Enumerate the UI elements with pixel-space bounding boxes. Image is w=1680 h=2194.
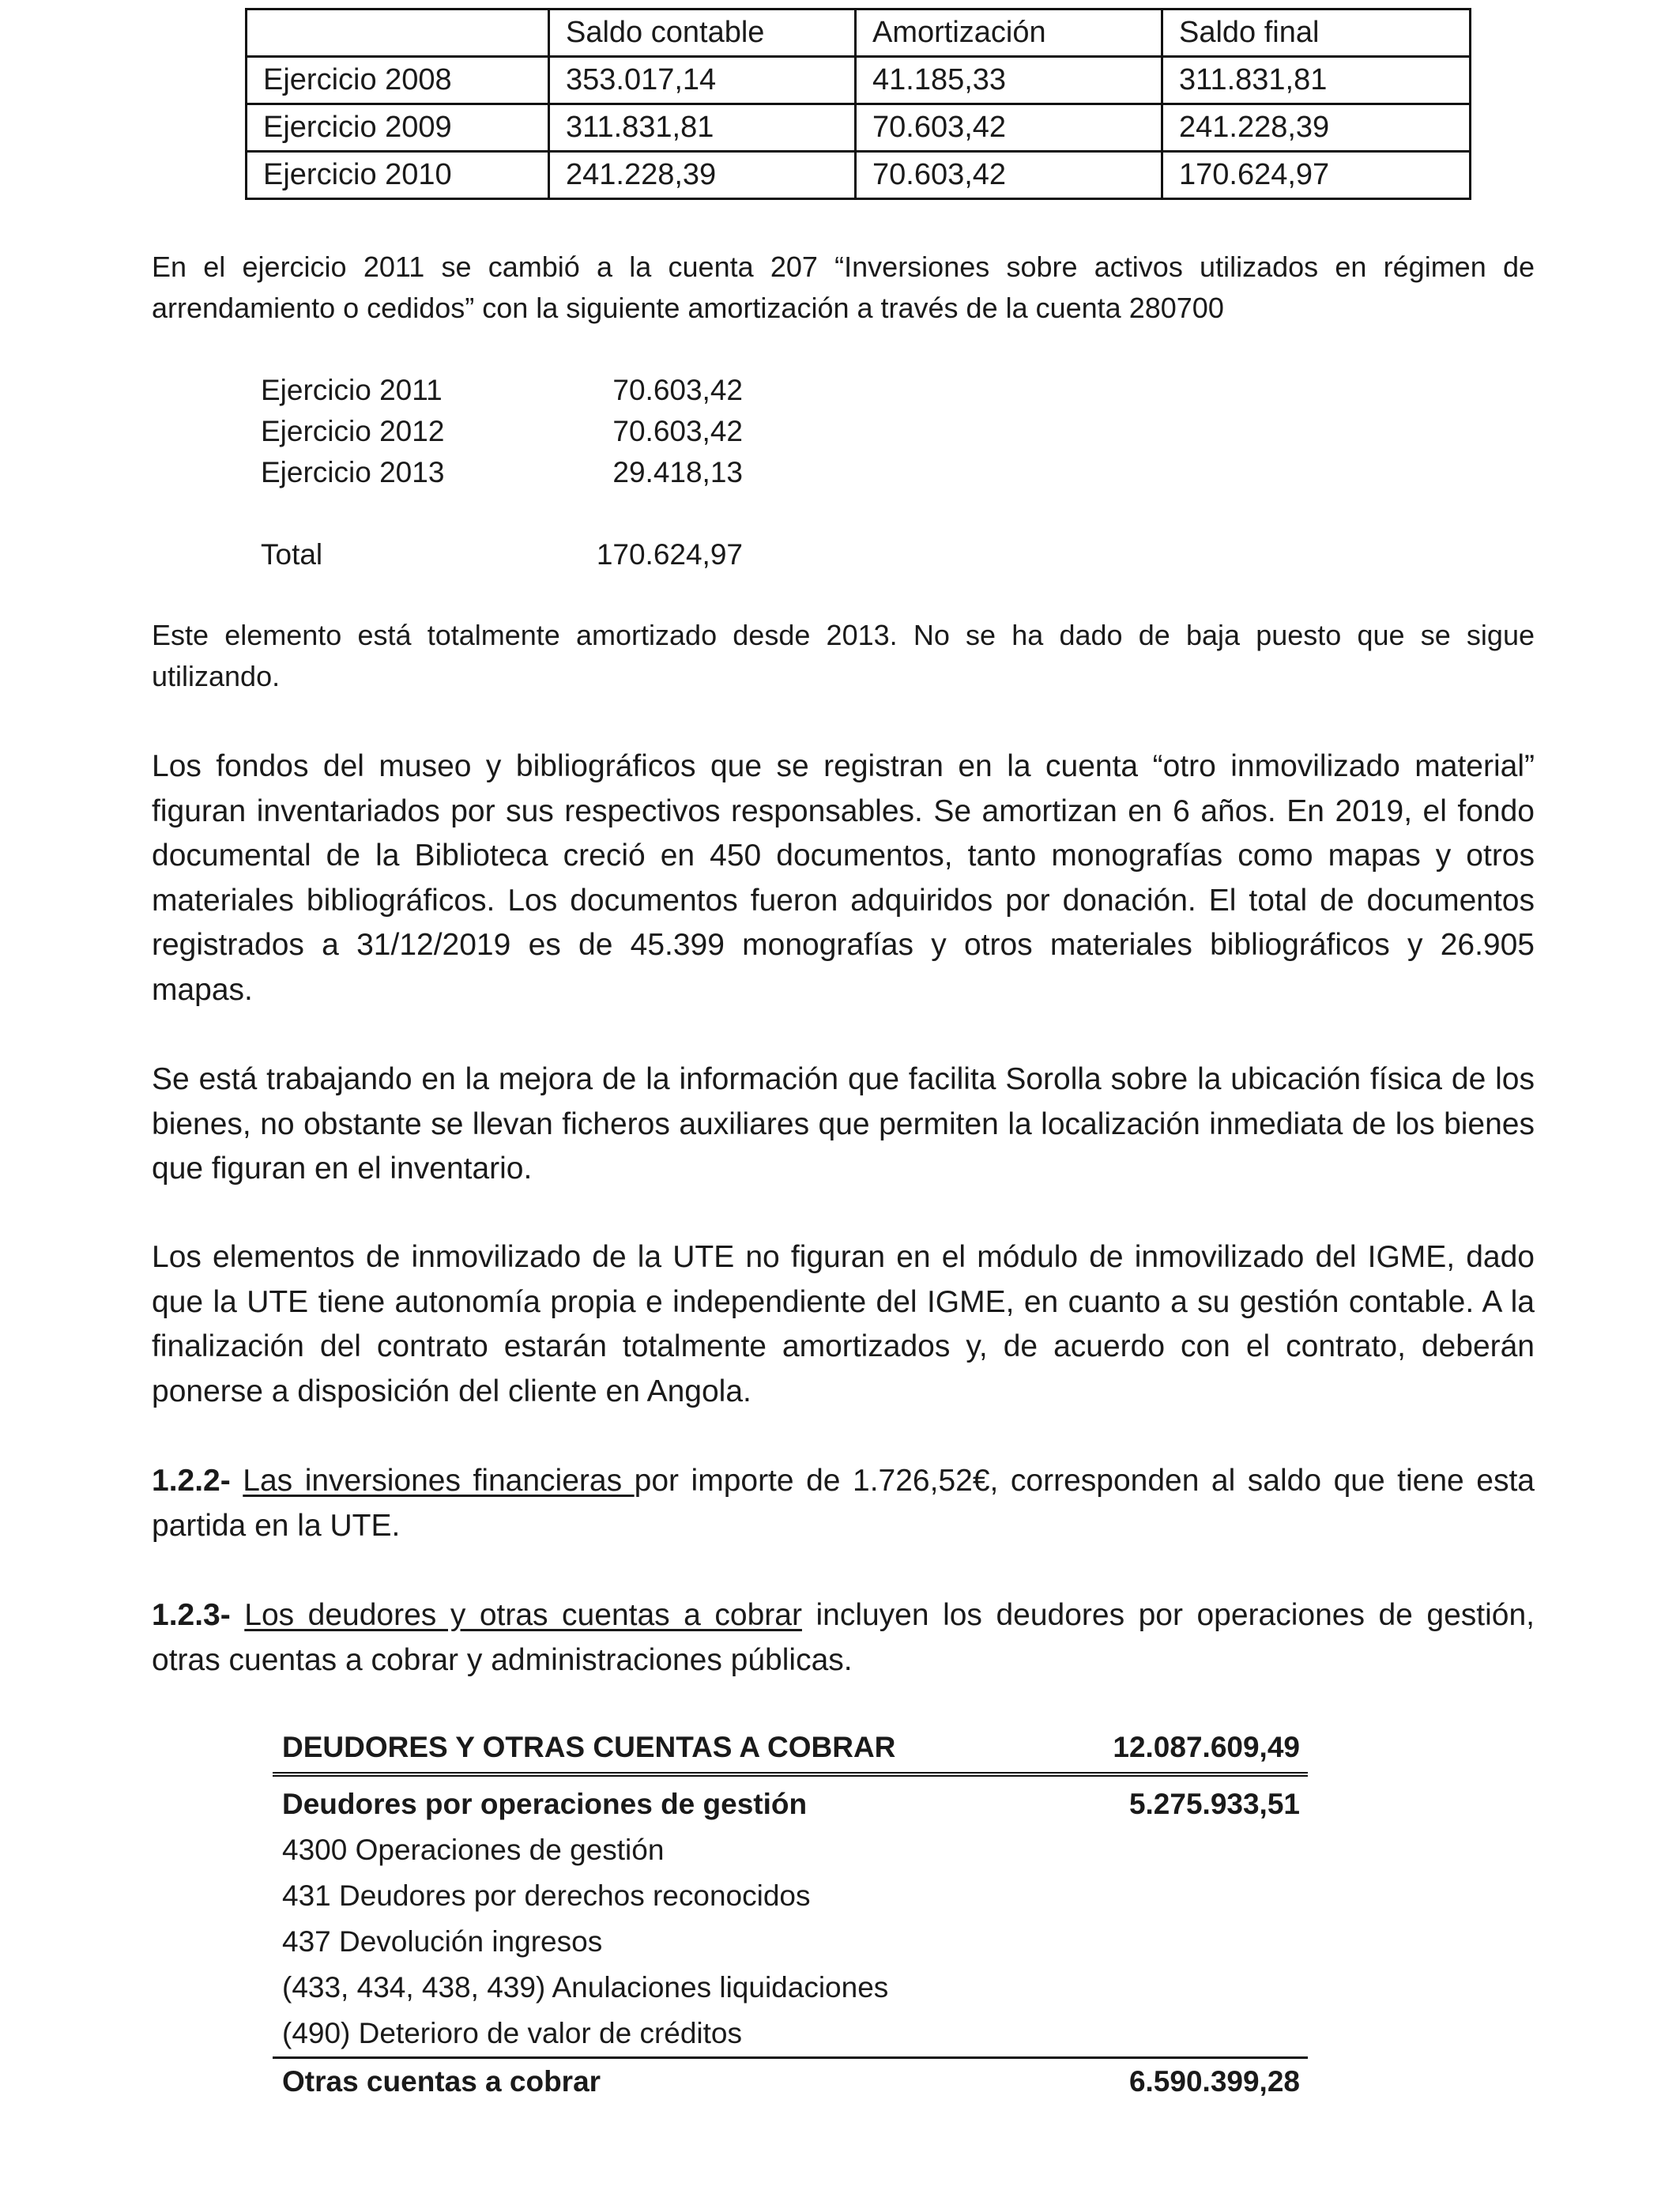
summary-item: 431 Deudores por derechos reconocidos: [282, 1879, 811, 1912]
section-1-2-3: [152, 1593, 1535, 1683]
table-cell: 170.624,97: [1162, 152, 1471, 199]
section-title: Las inversiones financieras: [243, 1464, 635, 1498]
paragraph-sorolla: Se está trabajando en la mejora de la información que facilita Sorolla sobre la ubicación física de los bienes, no obstante se llevan ficheros auxiliares que permiten la localización inmediata de los bienes que figuran en el inventario.: [152, 1062, 1535, 1186]
summary-item: 4300 Operaciones de gestión: [282, 1834, 665, 1866]
debtors-summary: [273, 1725, 1308, 2105]
list-item-label: Ejercicio 2013: [261, 456, 445, 488]
table-cell: Ejercicio 2008: [247, 57, 549, 104]
list-item-label: Ejercicio 2012: [261, 415, 445, 447]
list-item: [261, 370, 743, 411]
summary-otras-amount: 6.590.399,28: [1128, 2065, 1300, 2098]
list-item-label: Ejercicio 2011: [261, 374, 443, 406]
list-total-value: 170.624,97: [596, 538, 743, 571]
list-item: [261, 411, 743, 452]
table-header-cell: Amortización: [856, 9, 1162, 57]
summary-item: (433, 434, 438, 439) Anulaciones liquidaciones: [282, 1971, 889, 2004]
summary-header-label: DEUDORES Y OTRAS CUENTAS A COBRAR: [282, 1731, 896, 1763]
table-cell: 241.228,39: [549, 152, 856, 199]
summary-gestion-label: Deudores por operaciones de gestión: [282, 1788, 808, 1820]
table-header-row: [247, 9, 1471, 57]
section-number: 1.2.3-: [152, 1598, 231, 1632]
list-total: [261, 534, 743, 575]
section-title: Los deudores y otras cuentas a cobrar: [244, 1598, 802, 1632]
table-cell: 311.831,81: [549, 104, 856, 152]
table-header-cell: [247, 9, 549, 57]
list-item-value: 29.418,13: [612, 456, 743, 488]
summary-gestion-amount: 5.275.933,51: [1128, 1788, 1300, 1820]
table-cell: 311.831,81: [1162, 57, 1471, 104]
table-cell: Ejercicio 2010: [247, 152, 549, 199]
amortization-list: [261, 370, 743, 575]
table-row: [247, 152, 1471, 199]
summary-item: 437 Devolución ingresos: [282, 1925, 603, 1958]
summary-gestion: [273, 1781, 1308, 1827]
table-row: [247, 57, 1471, 104]
table-header-cell: Saldo final: [1162, 9, 1471, 57]
table-row: [247, 104, 1471, 152]
table-cell: 241.228,39: [1162, 104, 1471, 152]
table-cell: 70.603,42: [856, 104, 1162, 152]
summary-otras-label: Otras cuentas a cobrar: [282, 2065, 601, 2098]
amortization-table: [245, 8, 1471, 200]
summary-header-amount: 12.087.609,49: [1113, 1731, 1300, 1763]
paragraph-account-change: En el ejercicio 2011 se cambió a la cuenta 207 “Inversiones sobre activos utilizados en régimen de arrendamiento o cedidos” con la siguiente amortización a través de la cuenta 280700: [152, 251, 1535, 324]
summary-otras: [273, 2059, 1308, 2105]
section-text: incluyen los deudores por operaciones de gestión, otras cuentas a cobrar y administraciones públicas.: [152, 1598, 1535, 1677]
section-number: 1.2.2-: [152, 1464, 231, 1498]
list-total-label: Total: [261, 538, 323, 571]
paragraph-ute: Los elementos de inmovilizado de la UTE no figuran en el módulo de inmovilizado del IGME, dado que la UTE tiene autonomía propia e independiente del IGME, en cuanto a su gestión contable. A la finalización del contrato estarán totalmente amortizados y, de acuerdo con el contrato, deberán ponerse a disposición del cliente en Angola.: [152, 1240, 1535, 1408]
table-header-cell: Saldo contable: [549, 9, 856, 57]
table-cell: 353.017,14: [549, 57, 856, 104]
summary-header: [273, 1725, 1308, 1777]
summary-item: (490) Deterioro de valor de créditos: [273, 2011, 1308, 2059]
list-item-value: 70.603,42: [612, 374, 743, 406]
list-item-value: 70.603,42: [612, 415, 743, 447]
section-1-2-2: [152, 1459, 1535, 1548]
table-cell: 70.603,42: [856, 152, 1162, 199]
section-text: por importe de 1.726,52€, corresponden al saldo que tiene esta partida en la UTE.: [152, 1464, 1535, 1543]
paragraph-museum-funds: Los fondos del museo y bibliográficos que se registran en la cuenta “otro inmovilizado material” figuran inventariados por sus respectivos responsables. Se amortizan en 6 años. En 2019, el fondo documental de la Biblioteca creció en 450 documentos, tanto monografías como mapas y otros materiales bibliográficos. Los documentos fueron adquiridos por donación. El total de documentos registrados a 31/12/2019 es de 45.399 monografías y otros materiales bibliográficos y 26.905 mapas.: [152, 749, 1535, 1007]
list-item: [261, 452, 743, 493]
table-cell: Ejercicio 2009: [247, 104, 549, 152]
table-cell: 41.185,33: [856, 57, 1162, 104]
paragraph-fully-amortized: Este elemento está totalmente amortizado desde 2013. No se ha dado de baja puesto que se sigue utilizando.: [152, 619, 1535, 692]
